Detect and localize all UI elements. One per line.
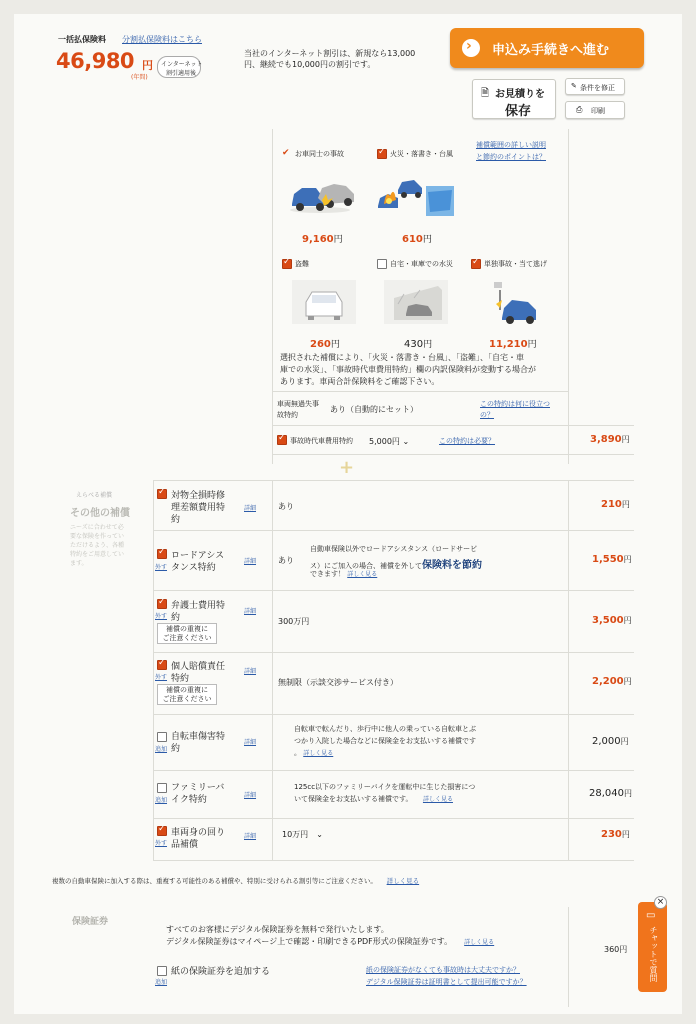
flood-illustration [384,280,448,324]
single-accident-checkbox[interactable] [471,259,481,269]
coverage-price: 11,210円 [489,339,537,350]
coverage-explanation-link[interactable]: 補償範囲の詳しい説明 [476,141,546,149]
personal-belongings-checkbox[interactable] [157,826,167,836]
paper-certificate-checkbox[interactable] [157,966,167,976]
option-value: あり [278,556,294,565]
option-price: 3,500円 [592,615,632,626]
coverage-price: 260円 [310,339,340,350]
certificate-faq-link[interactable]: 紙の保険証券がなくても事故時は大丈夫ですか？ [366,966,520,974]
option-description: 自動車保険以外でロードアシスタンス（ロードサービ [310,545,478,553]
remove-link[interactable]: 外す [155,564,168,571]
discount-note: 当社のインターネット割引は、新規なら13,000 [244,49,416,58]
remove-link[interactable]: 外す [155,613,168,620]
certificate-note: すべてのお客様にデジタル保険証券を無料で発行いたします。 [166,925,389,934]
other-coverage-side: えらべる補償 その他の補償 ニーズに合わせて必 要な保険を作ってい ただけるよう、各種 特約をご用意してい ます。 [70,492,130,567]
more-link[interactable]: 詳しく見る [347,571,378,578]
option-name: ロードアシス [171,551,225,561]
family-bike-checkbox[interactable] [157,783,167,793]
option-description: 125cc以下のファミリーバイクを運転中に生じた損害につ [294,783,476,791]
certificate-section-label: 保険証券 [72,917,109,927]
coverage-note: 選択された補償により、「火災・落書き・台風」、「盗難」、「自宅・車 [280,353,524,362]
more-link[interactable]: 詳しく見る [464,939,495,946]
detail-link[interactable]: 詳細 [244,739,257,746]
option-name: 対物全損時修 [171,491,226,501]
coverage-price: 610円 [402,234,432,245]
single-accident-illustration [484,280,540,326]
rental-car-price: 3,890円 [590,434,630,445]
flood-checkbox[interactable] [377,259,387,269]
option-name: 弁護士費用特 [171,601,226,611]
price-yen: 円 [142,59,153,72]
remove-link[interactable]: 外す [155,674,168,681]
coverage-label: 盗難 [295,260,309,268]
personal-liability-checkbox[interactable] [157,660,167,670]
checkmark-icon: ✔ [282,148,290,158]
option-price: 28,040円 [589,788,632,799]
pencil-icon: ✎ [571,82,577,90]
page: 一括払保険料 分割払保険料はこちら 46,980 円 (年間) インターネット 割引適用後 当社のインターネット割引は、新規なら13,000 円、継続でも10,000円の割引です。 › 申込み手続きへ進む 🗎 お見積りを 保存 ✎ 条件を修正 ⎙ 印刷 ✔ お車同士の事故 ✓ 火災・落書き・台風 補償範囲の詳しい説明 と節約のポイントは？ 9,160円 610円 ✓ 盗難 自宅・車庫での水災 ✓ 単独事故・当て逃げ 260円 430円 11,210円 選択された補償により、「火災・落書き・台風」、「盗難」、「自宅・車 庫での水災」、「事故時代車費用特約」欄の内訳保険料が変動する場合が あります。車両合計保険料をご確認下さい。 車両無過失事 故特約 あり（自動的にセット） この特約は何に役立つ の？ ✓ 事故時代車費用特約 5,000円 ⌄ この特約は必要？ 3,890円 + えらべる補償 その他の補償 ニーズに合わせて必 要な保険を作ってい ただけるよう、各種 特約をご用意してい ます。 ✓ 対物全損時修 理差額費用特 約 詳細 あり 210円 ✓ 外す ロードアシス タンス特約 詳細 あり 自動車保険以外でロードアシスタンス（ロードサービ ス）にご加入の場合、補償を外して保険料を節約 できます！ 詳しく見る 1,550円 ✓ 外す 弁護士費用特 約 補償の重複に ご注意ください 詳細 300万円 3,500円 ✓ 外す 個人賠償責任 特約 補償の重複に ご注意ください 詳細 無制限（示談交渉サービス付き） 2,200円 追加 自転車傷害特 約 詳細 自転車で転んだり、歩行中に他人の乗っている自転車とぶ つかり入院した場合などに保険金をお支払いする補償です 。 詳しく見る 2,000円 追加 ファミリーバ イク特約 詳細 125cc以下のファミリーバイクを運転中に生じた損害につ いて保険金をお支払いする補償です。 詳しく見る 28,040円 ✓ 外す 車両身の回り 品補償 詳細 10万円 ⌄ 230円 複数の自動車保険に加入する際は、重複する可能性のある補償や、特別に受けられる割引等にご注意ください。 詳しく見る 保険証券 すべてのお客様にデジタル保険証券を無料で発行いたします。 デジタル保険証券はマイページ上で確認・印刷できるPDF形式の保険証券です。 詳しく見る 360円 追加 紙の保険証券を追加する 紙の保険証券がなくても事故時は大丈夫ですか？ デジタル保険証券は証明書として提出可能ですか？ ▭ チャットで質問 × [14,14,682,1014]
price-period: (年間) [131,74,148,81]
internet-discount-badge: インターネット 割引適用後 [157,56,201,78]
detail-link[interactable]: 詳細 [244,833,257,840]
save-estimate-button[interactable]: 🗎 お見積りを 保存 [472,79,556,119]
coverage-price: 430円 [404,339,433,350]
option-price: 1,550円 [592,554,632,565]
no-fault-info-link[interactable]: この特約は何に役立つ [480,400,550,408]
theft-checkbox[interactable] [282,259,292,269]
detail-link[interactable]: 詳細 [244,558,257,565]
detail-link[interactable]: 詳細 [244,792,257,799]
rental-car-select[interactable]: 5,000円 ⌄ [369,437,410,446]
certificate-faq-link[interactable]: デジタル保険証券は証明書として提出可能ですか？ [366,978,527,986]
chevron-down-icon: ⌄ [316,830,323,839]
add-link[interactable]: 追加 [155,797,168,804]
installment-link[interactable]: 分割払保険料はこちら [122,35,202,44]
belongings-amount-select[interactable]: 10万円 ⌄ [282,830,323,839]
theft-illustration [292,280,356,324]
chevron-down-icon: ⌄ [402,437,410,446]
print-button[interactable]: ⎙ 印刷 [565,101,625,119]
road-assistance-checkbox[interactable] [157,549,167,559]
apply-button[interactable]: › 申込み手続きへ進む [450,28,644,68]
bicycle-injury-checkbox[interactable] [157,732,167,742]
detail-link[interactable]: 詳細 [244,505,257,512]
paper-certificate-price: 360円 [604,945,628,954]
duplicate-warning[interactable]: 補償の重複に ご注意ください [157,623,217,644]
more-link[interactable]: 詳しく見る [303,750,334,757]
coverage-label: お車同士の事故 [295,150,344,158]
rental-car-checkbox[interactable] [277,435,287,445]
paper-certificate-label: 紙の保険証券を追加する [171,967,271,977]
no-fault-label: 車両無過失事 [277,400,319,408]
chat-bubble-icon: ▭ [646,910,656,921]
plus-icon: + [339,457,355,478]
lump-sum-label: 一括払保険料 [58,35,106,44]
divider [568,129,569,464]
property-damage-checkbox[interactable] [157,489,167,499]
document-icon: 🗎 [481,88,490,99]
option-description: 自転車で転んだり、歩行中に他人の乗っている自転車とぶ [294,725,476,733]
modify-conditions-button[interactable]: ✎ 条件を修正 [565,78,625,95]
add-link[interactable]: 追加 [155,746,168,753]
option-name: 車両身の回り [171,828,226,838]
rental-car-label: 事故時代車費用特約 [290,437,353,445]
coverage-label: 火災・落書き・台風 [390,150,453,158]
option-name: 個人賠償責任 [171,662,226,672]
option-price: 230円 [601,829,630,840]
total-price: 46,980 [56,49,135,73]
coverage-label: 単独事故・当て逃げ [484,260,547,268]
duplicate-coverage-note: 複数の自動車保険に加入する際は、重複する可能性のある補償や、特別に受けられる割引等にご注意ください。 詳しく見る [52,877,420,885]
arrow-right-icon: › [462,39,480,57]
car-collision-illustration [288,174,358,214]
option-value: 無制限（示談交渉サービス付き） [278,678,398,687]
detail-link[interactable]: 詳細 [244,668,257,675]
rental-car-info-link[interactable]: この特約は必要？ [439,437,495,445]
chat-button[interactable]: ▭ チャットで質問 [638,902,667,992]
coverage-price: 9,160円 [302,234,343,245]
detail-link[interactable]: 詳細 [244,608,257,615]
option-name: ファミリーバ [171,783,225,793]
coverage-label: 自宅・車庫での水災 [390,260,453,268]
remove-link[interactable]: 外す [155,840,168,847]
no-fault-value: あり（自動的にセット） [330,405,418,414]
duplicate-warning[interactable]: 補償の重複に ご注意ください [157,684,217,705]
divider [272,129,273,464]
option-value: 300万円 [278,617,310,626]
fire-typhoon-illustration [376,174,456,220]
lawyer-fee-checkbox[interactable] [157,599,167,609]
fire-graffiti-typhoon-checkbox[interactable] [377,149,387,159]
option-price: 2,200円 [592,676,632,687]
option-name: 自転車傷害特 [171,732,226,742]
printer-icon: ⎙ [576,105,583,114]
chat-close-icon[interactable]: × [654,896,667,909]
more-link[interactable]: 詳しく見る [422,796,453,803]
add-link[interactable]: 追加 [155,979,168,986]
option-price: 2,000円 [592,736,629,747]
more-link[interactable]: 詳しく見る [386,877,420,885]
option-price: 210円 [601,499,630,510]
option-value: あり [278,502,294,511]
